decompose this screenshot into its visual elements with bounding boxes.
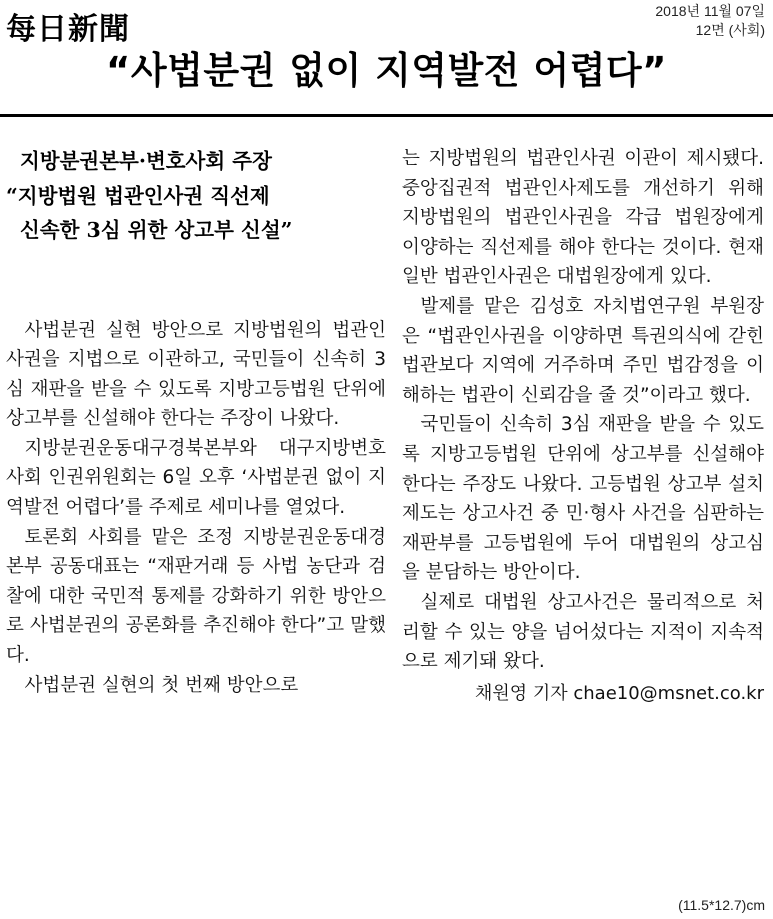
article-meta — [655, 2, 765, 40]
paragraph: 발제를 맡은 김성호 자치법연구원 부원장은 “법관인사권을 이양하면 특권의식에 갇힌 법관보다 지역에 거주하며 주민 법감정을 이해하는 법관이 신뢰감을 줄 것”이라고 했다. — [402, 295, 764, 406]
left-column — [6, 144, 386, 700]
paragraph-continued: 는 지방법원의 법관인사권 이관이 제시됐다. 중앙집권적 법관인사제도를 개선하기 위해 지방법원의 법관인사권을 각급 법원장에게 이양하는 직선제를 해야 한다는 것이다. 현재 일반 법관인사권은 대법원장에게 있다. — [402, 148, 764, 288]
headline: “사법분권 없이 지역발전 어렵다” — [106, 49, 667, 92]
paragraph: 실제로 대법원 상고사건은 물리적으로 처리할 수 있는 양을 넘어섰다는 지적이 지속적으로 제기돼 왔다. — [402, 591, 764, 673]
headline-divider — [0, 114, 773, 117]
paragraph: 사법분권 실현의 첫 번째 방안으로 — [24, 674, 299, 696]
subhead-line: 지방분권본부·변호사회 주장 — [20, 149, 272, 173]
paragraph: 지방분권운동대구경북본부와 대구지방변호사회 인권위원회는 6일 오후 ‘사법분권 없이 지역발전 어렵다’를 주제로 세미나를 열었다. — [6, 437, 386, 519]
right-column — [402, 144, 764, 709]
publish-date: 2018년 11월 07일 — [655, 3, 765, 19]
article-body-right — [402, 144, 764, 677]
paragraph: 국민들이 신속히 3심 재판을 받을 수 있도록 지방고등법원 단위에 상고부를 신설해야 한다는 주장도 나왔다. 고등법원 상고부 설치제도는 상고사건 중 민·형사 사건을 심판하는 재판부를 고등법원에 두어 대법원의 상고심을 분담하는 방안이다. — [402, 414, 764, 584]
article-body-left — [6, 316, 386, 701]
paragraph: 사법분권 실현 방안으로 지방법원의 법관인사권을 지법으로 이관하고, 국민들이 신속히 3심 재판을 받을 수 있도록 지방고등법원 단위에 상고부를 신설해야 한다는 주장이 나왔다. — [6, 319, 386, 430]
subhead-line: “지방법원 법관인사권 직선제 — [6, 183, 270, 208]
page-section: 12면 (사회) — [695, 22, 765, 38]
subhead-line: 신속한 3심 위한 상고부 신설” — [20, 218, 293, 242]
clipping-size-note: (11.5*12.7)cm — [678, 897, 765, 913]
byline: 채원영 기자 chae10@msnet.co.kr — [474, 682, 764, 704]
newspaper-masthead: 每日新聞 — [6, 12, 130, 47]
paragraph: 토론회 사회를 맡은 조정 지방분권운동대경본부 공동대표는 “재판거래 등 사법 농단과 검찰에 대한 국민적 통제를 강화하기 위한 방안으로 사법분권의 공론화를 추진해야 한다”고 말했다. — [6, 526, 386, 667]
subheadline — [6, 144, 386, 248]
